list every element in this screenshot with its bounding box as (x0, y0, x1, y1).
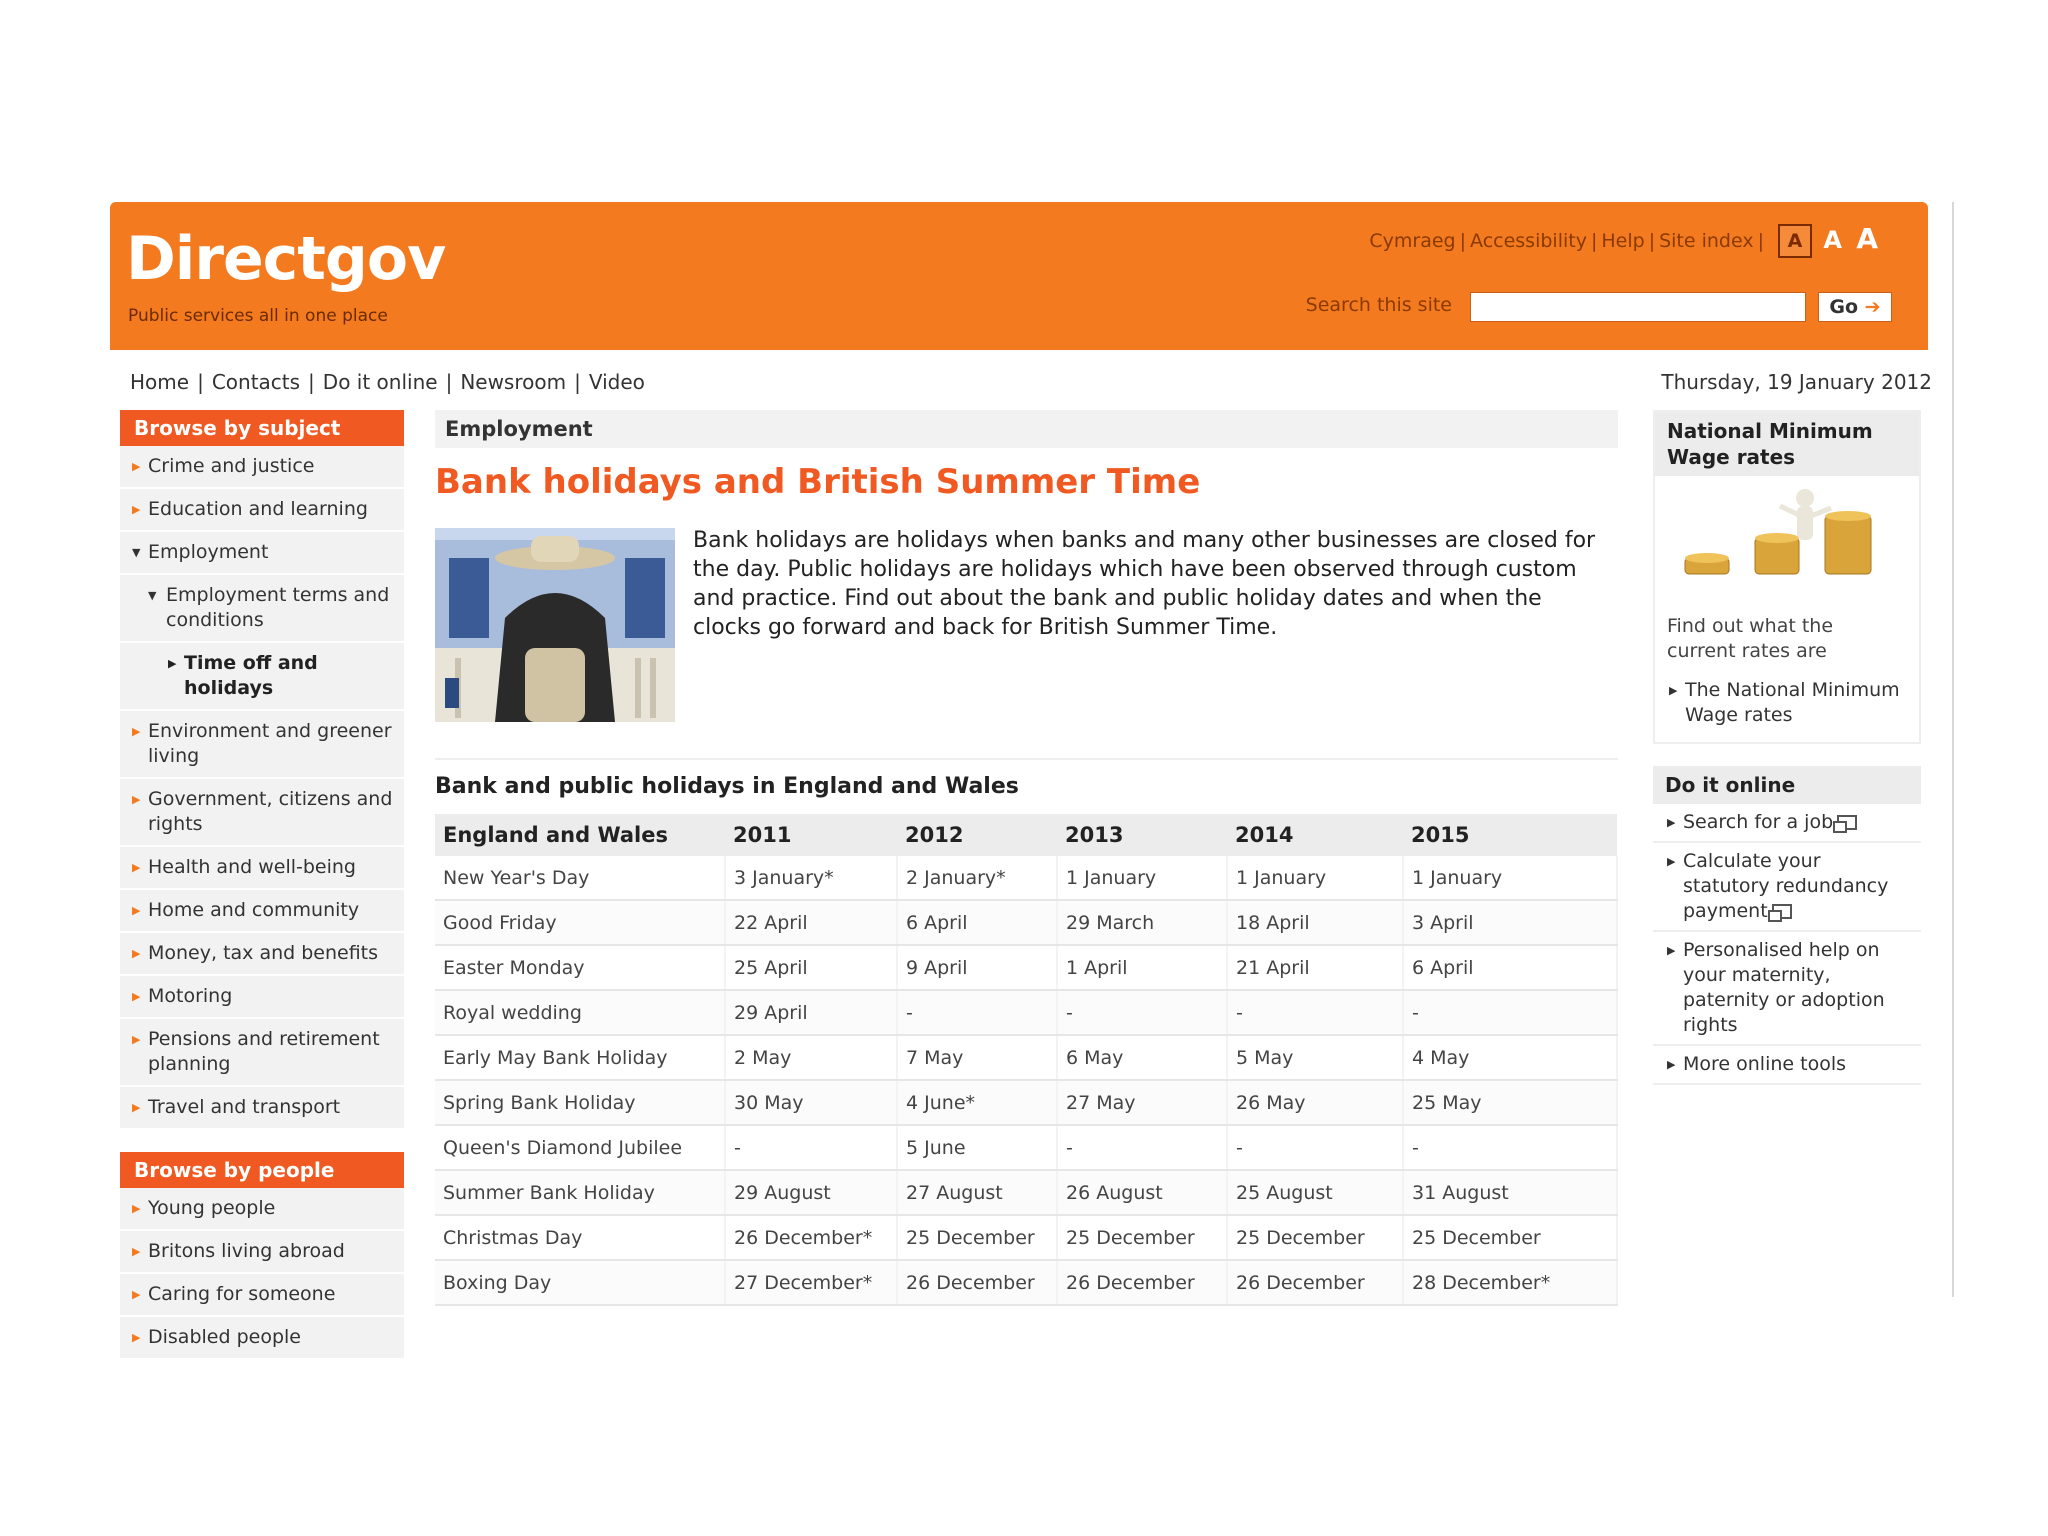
holiday-date-cell: 31 August (1403, 1170, 1617, 1215)
holiday-date-cell: 1 January (1227, 856, 1403, 900)
table-row (435, 900, 1617, 945)
holiday-name-cell: Easter Monday (435, 945, 725, 990)
bullet-icon: ▶ (132, 1033, 141, 1046)
holiday-date-cell: - (897, 990, 1057, 1035)
table-row (435, 1170, 1617, 1215)
spacer (1653, 744, 1921, 766)
holiday-date-cell: 25 December (1057, 1215, 1227, 1260)
holiday-date-cell: 26 December (897, 1260, 1057, 1305)
sidebar-item-education[interactable] (120, 489, 404, 532)
holiday-date-cell: 25 December (1403, 1215, 1617, 1260)
holiday-date-cell: 4 May (1403, 1035, 1617, 1080)
table-row (435, 1125, 1617, 1170)
right-sidebar (1653, 410, 1921, 1085)
holiday-date-cell: 3 January* (725, 856, 897, 900)
hat-person-photo (435, 528, 675, 722)
holiday-date-cell: 22 April (725, 900, 897, 945)
holiday-date-cell: 25 August (1227, 1170, 1403, 1215)
link-label: The National Minimum Wage rates (1685, 679, 1900, 726)
text-size-medium[interactable]: A (1823, 226, 1842, 254)
coins-illustration (1655, 476, 1919, 606)
sidebar-gap (120, 1130, 404, 1152)
holiday-date-cell: 4 June* (897, 1080, 1057, 1125)
holiday-name-cell: Boxing Day (435, 1260, 725, 1305)
sidebar-item-health[interactable] (120, 847, 404, 890)
site-tagline: Public services all in one place (128, 306, 388, 326)
holiday-date-cell: 29 August (725, 1170, 897, 1215)
sidebar-item-motoring[interactable] (120, 976, 404, 1019)
sidebar-item-label: Education and learning (148, 498, 368, 520)
link-accessibility[interactable]: Accessibility (1470, 230, 1587, 252)
holiday-date-cell: - (1403, 1125, 1617, 1170)
sidebar-item-label: Home and community (148, 899, 360, 921)
sidebar-item-britons-abroad[interactable] (120, 1231, 404, 1274)
sidebar-item-label: Employment (148, 541, 269, 563)
holiday-date-cell: 2 May (725, 1035, 897, 1080)
section-heading: Employment (435, 410, 1618, 448)
bullet-icon: ▶ (132, 861, 141, 874)
search-input[interactable] (1470, 292, 1806, 322)
chevron-right-icon: ▶ (168, 657, 177, 670)
holiday-date-cell: 29 March (1057, 900, 1227, 945)
link-label: Calculate your statutory redundancy payment (1683, 850, 1889, 922)
table-row (435, 856, 1617, 900)
sidebar-item-caring[interactable] (120, 1274, 404, 1317)
holiday-name-cell: New Year's Day (435, 856, 725, 900)
chevron-down-icon: ▼ (132, 546, 141, 559)
holiday-name-cell: Christmas Day (435, 1215, 725, 1260)
holiday-date-cell: - (725, 1125, 897, 1170)
sidebar-item-young-people[interactable] (120, 1188, 404, 1231)
search-label: Search this site (1305, 294, 1452, 316)
holiday-date-cell: 1 January (1057, 856, 1227, 900)
sidebar-item-government[interactable] (120, 779, 404, 847)
table-header-row (435, 814, 1617, 856)
holiday-date-cell: - (1057, 990, 1227, 1035)
bullet-icon: ▶ (132, 793, 141, 806)
holiday-date-cell: 27 December* (725, 1260, 897, 1305)
do-it-online-heading: Do it online (1653, 766, 1921, 804)
holiday-date-cell: 1 April (1057, 945, 1227, 990)
holiday-date-cell: 26 May (1227, 1080, 1403, 1125)
holidays-table-body (435, 856, 1617, 1305)
holiday-date-cell: 26 December (1227, 1260, 1403, 1305)
holiday-date-cell: 28 December* (1403, 1260, 1617, 1305)
redundancy-calculator-link[interactable] (1653, 843, 1921, 932)
holiday-date-cell: - (1403, 990, 1617, 1035)
column-header: 2013 (1057, 814, 1227, 856)
chevron-right-icon: ▶ (1667, 855, 1676, 868)
link-site-index[interactable]: Site index (1659, 230, 1754, 252)
link-help[interactable]: Help (1601, 230, 1645, 252)
nav-contacts[interactable]: Contacts (211, 370, 301, 394)
left-sidebar (120, 410, 404, 1360)
bullet-icon: ▶ (132, 460, 141, 473)
divider (435, 758, 1618, 760)
holiday-date-cell: 18 April (1227, 900, 1403, 945)
column-header: 2014 (1227, 814, 1403, 856)
utility-links: Cymraeg | Accessibility | Help | Site index | (1369, 230, 1764, 252)
holiday-date-cell: 25 May (1403, 1080, 1617, 1125)
column-header: 2015 (1403, 814, 1617, 856)
sidebar-item-label: Disabled people (148, 1326, 301, 1348)
external-window-icon (1837, 815, 1857, 830)
holiday-date-cell: 29 April (725, 990, 897, 1035)
holiday-name-cell: Summer Bank Holiday (435, 1170, 725, 1215)
site-logo[interactable]: Directgov (126, 224, 446, 294)
sidebar-item-employment[interactable] (120, 532, 404, 575)
holiday-date-cell: 25 December (1227, 1215, 1403, 1260)
nav-newsroom[interactable]: Newsroom (460, 370, 567, 394)
people-list (120, 1188, 404, 1360)
site-header (110, 202, 1928, 350)
link-label: Search for a job (1683, 811, 1834, 833)
bullet-icon: ▶ (132, 990, 141, 1003)
bullet-icon: ▶ (132, 947, 141, 960)
sidebar-item-time-off[interactable] (120, 643, 404, 711)
sidebar-item-pensions[interactable] (120, 1019, 404, 1087)
nav-do-it-online[interactable]: Do it online (322, 370, 438, 394)
holiday-name-cell: Royal wedding (435, 990, 725, 1035)
sidebar-item-label: Employment terms and conditions (166, 584, 390, 631)
sidebar-item-label: Government, citizens and rights (148, 788, 393, 835)
holiday-date-cell: 21 April (1227, 945, 1403, 990)
link-cymraeg[interactable]: Cymraeg (1369, 230, 1456, 252)
link-label: Personalised help on your maternity, paternity or adoption rights (1683, 939, 1885, 1036)
holiday-date-cell: 5 May (1227, 1035, 1403, 1080)
sidebar-item-environment[interactable] (120, 711, 404, 779)
chevron-right-icon: ▶ (1667, 1058, 1676, 1071)
holiday-name-cell: Good Friday (435, 900, 725, 945)
sidebar-item-label: Time off and holidays (184, 652, 318, 699)
holiday-date-cell: 1 January (1403, 856, 1617, 900)
holiday-date-cell: 2 January* (897, 856, 1057, 900)
nav-home[interactable]: Home (130, 370, 190, 394)
sidebar-item-travel[interactable] (120, 1087, 404, 1130)
nmw-box (1653, 410, 1921, 744)
table-row (435, 990, 1617, 1035)
holiday-date-cell: - (1227, 990, 1403, 1035)
browse-by-subject-heading: Browse by subject (120, 410, 404, 446)
holiday-date-cell: 26 December (1057, 1260, 1227, 1305)
holidays-table (435, 814, 1618, 1306)
current-date: Thursday, 19 January 2012 (1661, 370, 1932, 394)
intro-text: Bank holidays are holidays when banks and many other businesses are closed for the day. Public holidays are holidays which have been observed through custom and practice. Find out about the bank and public holiday dates and when the clocks go forward and back for British Summer Time. (693, 528, 1596, 640)
holiday-date-cell: 5 June (897, 1125, 1057, 1170)
photo-illustration (435, 528, 675, 722)
nmw-text: Find out what the current rates are (1667, 615, 1834, 662)
go-button[interactable] (1818, 292, 1892, 322)
search-job-link[interactable] (1653, 804, 1921, 843)
holiday-date-cell: 9 April (897, 945, 1057, 990)
sidebar-item-crime[interactable] (120, 446, 404, 489)
sidebar-item-label: Health and well-being (148, 856, 356, 878)
coins-image (1655, 476, 1919, 606)
arrow-icon: ➔ (1864, 296, 1881, 318)
nmw-heading: National Minimum Wage rates (1655, 412, 1919, 476)
chevron-right-icon: ▶ (1667, 944, 1676, 957)
subject-list (120, 446, 404, 1130)
holiday-name-cell: Spring Bank Holiday (435, 1080, 725, 1125)
chevron-right-icon: ▶ (1667, 816, 1676, 829)
bullet-icon: ▶ (132, 1331, 141, 1344)
bullet-icon: ▶ (132, 1245, 141, 1258)
holiday-date-cell: 26 December* (725, 1215, 897, 1260)
holiday-date-cell: - (1227, 1125, 1403, 1170)
page-title: Bank holidays and British Summer Time (435, 462, 1201, 502)
window-edge (1952, 202, 1954, 1297)
maternity-help-link[interactable] (1653, 932, 1921, 1046)
sidebar-item-label: Money, tax and benefits (148, 942, 379, 964)
holiday-date-cell: 26 August (1057, 1170, 1227, 1215)
sidebar-item-disabled[interactable] (120, 1317, 404, 1360)
sidebar-item-label: Caring for someone (148, 1283, 336, 1305)
holiday-name-cell: Queen's Diamond Jubilee (435, 1125, 725, 1170)
holiday-date-cell: 25 December (897, 1215, 1057, 1260)
bullet-icon: ▶ (132, 1288, 141, 1301)
bullet-icon: ▶ (132, 1101, 141, 1114)
text-size-large[interactable]: A (1856, 222, 1878, 255)
column-header: England and Wales (435, 814, 725, 856)
chevron-right-icon: ▶ (1669, 684, 1678, 697)
holiday-date-cell: 6 April (1403, 945, 1617, 990)
sidebar-item-label: Environment and greener living (148, 720, 392, 767)
holiday-date-cell: - (1057, 1125, 1227, 1170)
bullet-icon: ▶ (132, 503, 141, 516)
bullet-icon: ▶ (132, 1202, 141, 1215)
table-row (435, 945, 1617, 990)
go-label: Go (1829, 296, 1859, 318)
nmw-rates-link[interactable] (1655, 672, 1919, 742)
main-nav: Home | Contacts | Do it online | Newsroom | Video (130, 370, 645, 394)
nav-video[interactable]: Video (588, 370, 645, 394)
main-content (435, 410, 1618, 1306)
sidebar-item-label: Britons living abroad (148, 1240, 345, 1262)
browse-by-people-heading: Browse by people (120, 1152, 404, 1188)
sidebar-item-money[interactable] (120, 933, 404, 976)
holiday-date-cell: 6 May (1057, 1035, 1227, 1080)
link-label: More online tools (1683, 1053, 1847, 1075)
table-row (435, 1215, 1617, 1260)
sidebar-item-label: Travel and transport (148, 1096, 341, 1118)
text-size-small[interactable]: A (1778, 224, 1812, 258)
directgov-page (110, 202, 1952, 1348)
sidebar-item-employment-terms[interactable] (120, 575, 404, 643)
holiday-date-cell: 7 May (897, 1035, 1057, 1080)
more-online-tools-link[interactable] (1653, 1046, 1921, 1085)
holiday-name-cell: Early May Bank Holiday (435, 1035, 725, 1080)
table-row (435, 1035, 1617, 1080)
external-window-icon (1772, 904, 1792, 919)
sidebar-item-home[interactable] (120, 890, 404, 933)
holiday-date-cell: 3 April (1403, 900, 1617, 945)
bullet-icon: ▶ (132, 904, 141, 917)
table-title: Bank and public holidays in England and Wales (435, 774, 1019, 799)
holiday-date-cell: 30 May (725, 1080, 897, 1125)
table-row (435, 1260, 1617, 1305)
sidebar-item-label: Crime and justice (148, 455, 315, 477)
sidebar-item-label: Motoring (148, 985, 233, 1007)
column-header: 2011 (725, 814, 897, 856)
holiday-date-cell: 27 August (897, 1170, 1057, 1215)
table-row (435, 1080, 1617, 1125)
intro-block (435, 528, 1618, 728)
holiday-date-cell: 27 May (1057, 1080, 1227, 1125)
bullet-icon: ▶ (132, 725, 141, 738)
sidebar-item-label: Young people (148, 1197, 276, 1219)
sidebar-item-label: Pensions and retirement planning (148, 1028, 380, 1075)
chevron-down-icon: ▼ (148, 589, 157, 602)
column-header: 2012 (897, 814, 1057, 856)
holiday-date-cell: 25 April (725, 945, 897, 990)
holiday-date-cell: 6 April (897, 900, 1057, 945)
